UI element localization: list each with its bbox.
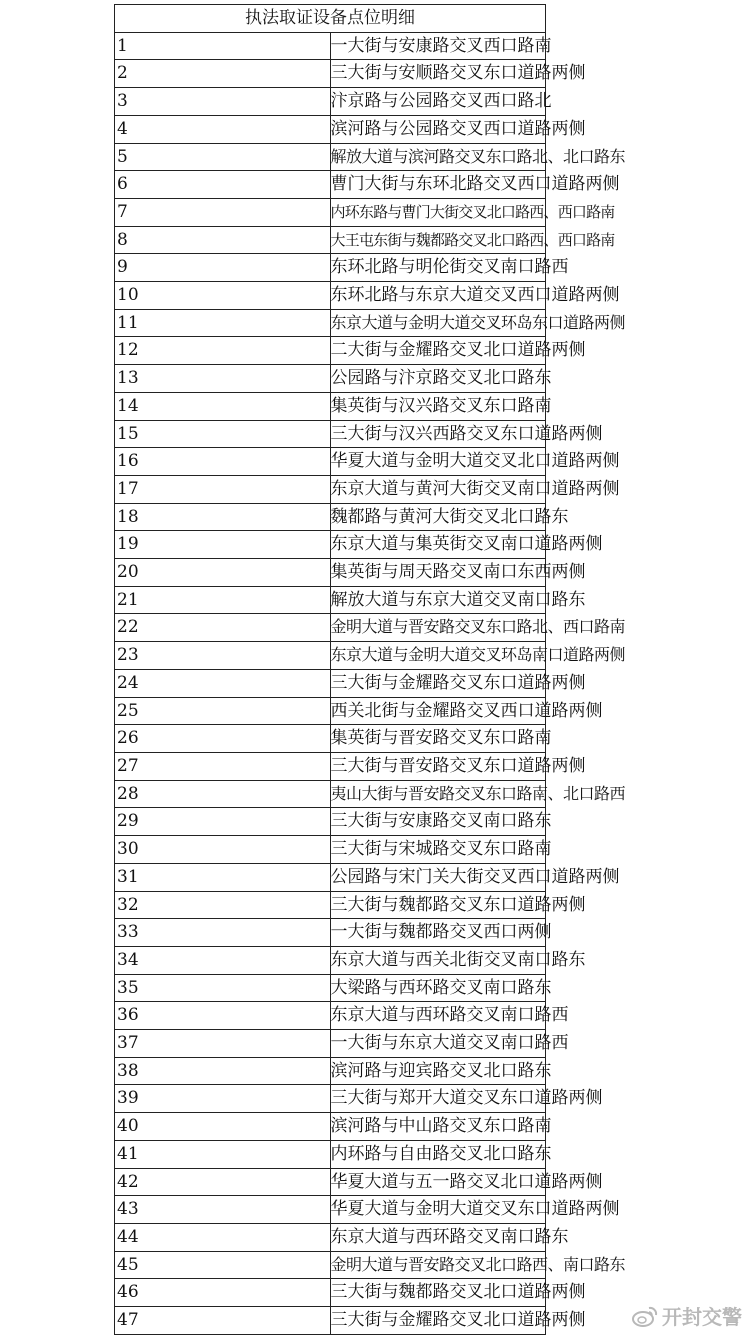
row-number: 46 — [115, 1279, 331, 1307]
row-number: 13 — [115, 365, 331, 393]
table-row — [115, 475, 546, 503]
table-row — [115, 1057, 546, 1085]
table-row — [115, 891, 546, 919]
row-number: 15 — [115, 420, 331, 448]
row-number: 2 — [115, 60, 331, 88]
location-cell: 西关北街与金耀路交叉西口道路两侧 — [330, 697, 546, 725]
table-row — [115, 365, 546, 393]
table-title: 执法取证设备点位明细 — [115, 5, 546, 33]
location-cell: 东环北路与明伦街交叉南口路西 — [330, 254, 546, 282]
location-cell: 三大街与安顺路交叉东口道路两侧 — [330, 60, 546, 88]
row-number: 16 — [115, 448, 331, 476]
table-row — [115, 309, 546, 337]
row-number: 12 — [115, 337, 331, 365]
table-row — [115, 863, 546, 891]
location-cell: 三大街与魏都路交叉东口道路两侧 — [330, 891, 546, 919]
row-number: 23 — [115, 642, 331, 670]
table-row — [115, 808, 546, 836]
table-row — [115, 919, 546, 947]
row-number: 44 — [115, 1223, 331, 1251]
table-row — [115, 1140, 546, 1168]
location-cell: 华夏大道与金明大道交叉北口道路两侧 — [330, 448, 546, 476]
table-row — [115, 198, 546, 226]
row-number: 3 — [115, 88, 331, 116]
location-cell: 三大街与魏都路交叉北口道路两侧 — [330, 1279, 546, 1307]
table-row — [115, 1085, 546, 1113]
table-row — [115, 559, 546, 587]
location-cell: 内环东路与曹门大街交叉北口路西、西口路南 — [330, 198, 546, 226]
table-row — [115, 1223, 546, 1251]
location-cell: 公园路与汴京路交叉北口路东 — [330, 365, 546, 393]
table-row — [115, 1279, 546, 1307]
table-row — [115, 226, 546, 254]
location-cell: 内环路与自由路交叉北口路东 — [330, 1140, 546, 1168]
location-cell: 东京大道与西环路交叉南口路东 — [330, 1223, 546, 1251]
table-body — [115, 32, 626, 1334]
row-number: 14 — [115, 392, 331, 420]
location-cell: 三大街与金耀路交叉北口道路两侧 — [330, 1307, 546, 1335]
location-table — [114, 4, 626, 1335]
table-row — [115, 115, 546, 143]
location-cell: 东京大道与黄河大街交叉南口道路两侧 — [330, 475, 546, 503]
location-cell: 解放大道与滨河路交叉东口路北、北口路东 — [330, 143, 546, 171]
table-row — [115, 60, 546, 88]
table-row — [115, 531, 546, 559]
location-cell: 三大街与宋城路交叉东口路南 — [330, 836, 546, 864]
table-row — [115, 974, 546, 1002]
row-number: 1 — [115, 32, 331, 60]
location-cell: 夷山大街与晋安路交叉东口路南、北口路西 — [330, 780, 546, 808]
table-row — [115, 1002, 546, 1030]
table-row — [115, 1113, 546, 1141]
row-number: 43 — [115, 1196, 331, 1224]
location-cell: 华夏大道与金明大道交叉东口道路两侧 — [330, 1196, 546, 1224]
row-number: 7 — [115, 198, 331, 226]
row-number: 32 — [115, 891, 331, 919]
row-number: 39 — [115, 1085, 331, 1113]
row-number: 41 — [115, 1140, 331, 1168]
row-number: 38 — [115, 1057, 331, 1085]
row-number: 6 — [115, 171, 331, 199]
location-cell: 曹门大街与东环北路交叉西口道路两侧 — [330, 171, 546, 199]
location-cell: 公园路与宋门关大街交叉西口道路两侧 — [330, 863, 546, 891]
location-cell: 大王屯东街与魏都路交叉北口路西、西口路南 — [330, 226, 546, 254]
table-row — [115, 392, 546, 420]
table-title-row — [115, 5, 546, 33]
location-cell: 东京大道与金明大道交叉环岛东口道路两侧 — [330, 309, 546, 337]
row-number: 45 — [115, 1251, 331, 1279]
location-cell: 解放大道与东京大道交叉南口路东 — [330, 586, 546, 614]
table-row — [115, 420, 546, 448]
location-cell: 三大街与金耀路交叉东口道路两侧 — [330, 669, 546, 697]
location-cell: 金明大道与晋安路交叉北口路西、南口路东 — [330, 1251, 546, 1279]
location-cell: 集英街与汉兴路交叉东口路南 — [330, 392, 546, 420]
watermark-text: 开封交警 — [662, 1305, 742, 1329]
location-cell: 东环北路与东京大道交叉西口道路两侧 — [330, 282, 546, 310]
location-cell: 三大街与晋安路交叉东口道路两侧 — [330, 752, 546, 780]
location-cell: 东京大道与西环路交叉南口路西 — [330, 1002, 546, 1030]
location-cell: 滨河路与中山路交叉东口路南 — [330, 1113, 546, 1141]
row-number: 4 — [115, 115, 331, 143]
location-cell: 一大街与安康路交叉西口路南 — [330, 32, 546, 60]
table-row — [115, 503, 546, 531]
row-number: 33 — [115, 919, 331, 947]
row-number: 24 — [115, 669, 331, 697]
row-number: 27 — [115, 752, 331, 780]
table-row — [115, 337, 546, 365]
location-cell: 大梁路与西环路交叉南口路东 — [330, 974, 546, 1002]
table-row — [115, 586, 546, 614]
location-cell: 滨河路与迎宾路交叉北口路东 — [330, 1057, 546, 1085]
row-number: 30 — [115, 836, 331, 864]
row-number: 10 — [115, 282, 331, 310]
row-number: 20 — [115, 559, 331, 587]
location-cell: 华夏大道与五一路交叉北口道路两侧 — [330, 1168, 546, 1196]
table-row — [115, 642, 546, 670]
location-cell: 滨河路与公园路交叉西口道路两侧 — [330, 115, 546, 143]
table-row — [115, 836, 546, 864]
row-number: 28 — [115, 780, 331, 808]
table-row — [115, 725, 546, 753]
row-number: 34 — [115, 946, 331, 974]
row-number: 8 — [115, 226, 331, 254]
location-cell: 东京大道与集英街交叉南口道路两侧 — [330, 531, 546, 559]
location-cell: 三大街与汉兴西路交叉东口道路两侧 — [330, 420, 546, 448]
row-number: 21 — [115, 586, 331, 614]
row-number: 40 — [115, 1113, 331, 1141]
location-cell: 二大街与金耀路交叉北口道路两侧 — [330, 337, 546, 365]
location-cell: 东京大道与西关北街交叉南口路东 — [330, 946, 546, 974]
table-row — [115, 171, 546, 199]
row-number: 35 — [115, 974, 331, 1002]
location-cell: 集英街与晋安路交叉东口路南 — [330, 725, 546, 753]
row-number: 37 — [115, 1030, 331, 1058]
row-number: 31 — [115, 863, 331, 891]
location-cell: 三大街与郑开大道交叉东口道路两侧 — [330, 1085, 546, 1113]
table-row — [115, 669, 546, 697]
table-row — [115, 1030, 546, 1058]
watermark — [632, 1301, 742, 1330]
table-row — [115, 1251, 546, 1279]
row-number: 5 — [115, 143, 331, 171]
table-row — [115, 752, 546, 780]
location-cell: 集英街与周天路交叉南口东西两侧 — [330, 559, 546, 587]
location-cell: 东京大道与金明大道交叉环岛南口道路两侧 — [330, 642, 546, 670]
location-cell: 魏都路与黄河大街交叉北口路东 — [330, 503, 546, 531]
row-number: 42 — [115, 1168, 331, 1196]
table-row — [115, 1168, 546, 1196]
table-row — [115, 697, 546, 725]
table-row — [115, 946, 546, 974]
equipment-location-sheet — [114, 4, 626, 1335]
table-row — [115, 143, 546, 171]
location-cell: 三大街与安康路交叉南口路东 — [330, 808, 546, 836]
row-number: 11 — [115, 309, 331, 337]
row-number: 19 — [115, 531, 331, 559]
row-number: 29 — [115, 808, 331, 836]
table-row — [115, 88, 546, 116]
table-row — [115, 614, 546, 642]
row-number: 22 — [115, 614, 331, 642]
weibo-icon — [632, 1305, 658, 1327]
table-row — [115, 1196, 546, 1224]
row-number: 36 — [115, 1002, 331, 1030]
row-number: 25 — [115, 697, 331, 725]
table-row — [115, 32, 546, 60]
location-cell: 一大街与魏都路交叉西口两侧 — [330, 919, 546, 947]
location-cell: 一大街与东京大道交叉南口路西 — [330, 1030, 546, 1058]
row-number: 17 — [115, 475, 331, 503]
row-number: 47 — [115, 1307, 331, 1335]
location-cell: 汴京路与公园路交叉西口路北 — [330, 88, 546, 116]
location-cell: 金明大道与晋安路交叉东口路北、西口路南 — [330, 614, 546, 642]
table-row — [115, 282, 546, 310]
table-row — [115, 1307, 546, 1335]
row-number: 26 — [115, 725, 331, 753]
table-row — [115, 448, 546, 476]
row-number: 9 — [115, 254, 331, 282]
table-row — [115, 780, 546, 808]
table-row — [115, 254, 546, 282]
row-number: 18 — [115, 503, 331, 531]
